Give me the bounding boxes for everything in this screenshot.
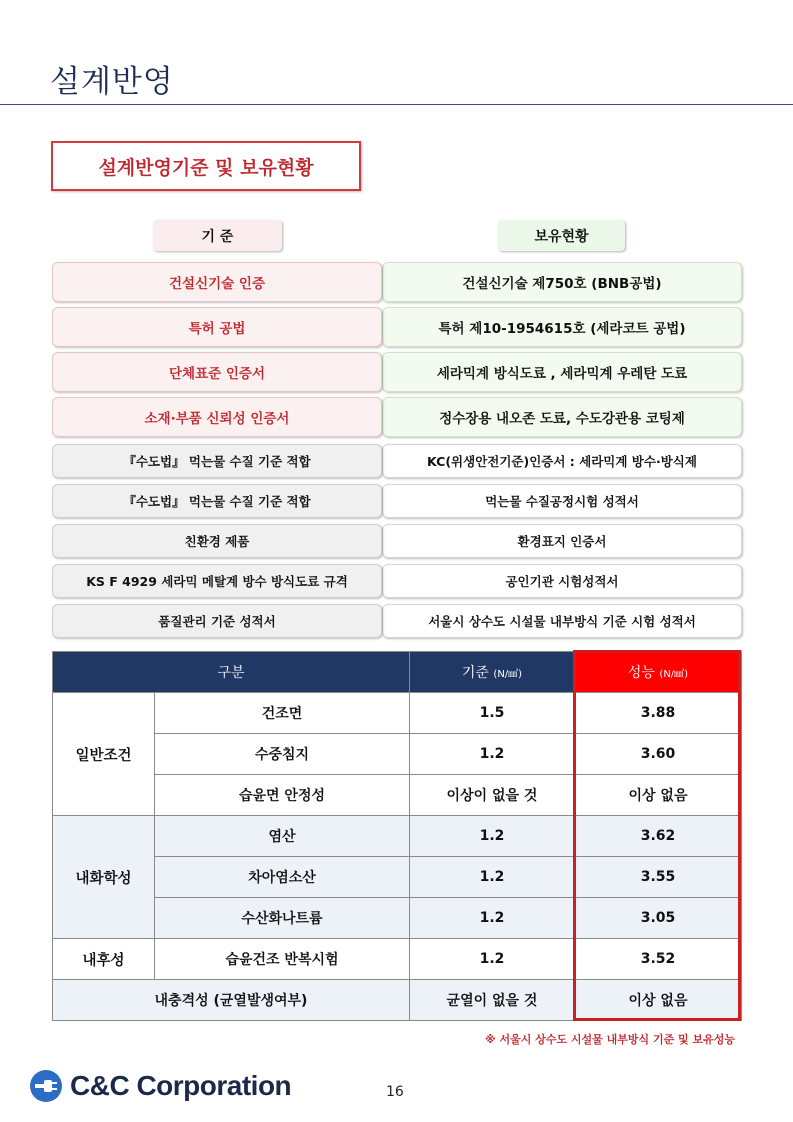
- standard-criterion: KS F 4929 세라믹 메탈계 방수 방식도료 규격: [52, 564, 382, 598]
- test-item: 내충격성 (균열발생여부): [53, 980, 410, 1021]
- table-row: [53, 939, 742, 980]
- standard-row: [52, 604, 742, 638]
- standard-value: 1.2: [410, 816, 575, 857]
- standard-row: [52, 524, 742, 558]
- group-chemical: 내화학성: [53, 816, 155, 939]
- performance-value: 이상 없음: [575, 980, 742, 1021]
- standard-value: 1.2: [410, 898, 575, 939]
- standard-value: 1.5: [410, 693, 575, 734]
- standard-holding: 서울시 상수도 시설물 내부방식 기준 시험 성적서: [382, 604, 742, 638]
- test-item: 수중침지: [155, 734, 410, 775]
- standard-row: [52, 484, 742, 518]
- table-row: [53, 980, 742, 1021]
- standard-row: [52, 352, 742, 392]
- standard-criterion: 특허 공법: [52, 307, 382, 347]
- standard-header-label: 기준: [461, 665, 489, 681]
- category-header: 구분: [53, 652, 410, 693]
- performance-table: [52, 651, 742, 1021]
- standard-holding: 특허 제10-1954615호 (세라코트 공법): [382, 307, 742, 347]
- standard-value: 1.2: [410, 734, 575, 775]
- standard-holding: 환경표지 인증서: [382, 524, 742, 558]
- section-title: 설계반영기준 및 보유현황: [51, 141, 361, 191]
- unit-label: (N/㎟): [493, 669, 523, 680]
- standard-row: [52, 444, 742, 478]
- page-number: 16: [386, 1084, 404, 1100]
- performance-value: 이상 없음: [575, 775, 742, 816]
- test-item: 습윤건조 반복시험: [155, 939, 410, 980]
- standard-row: [52, 262, 742, 302]
- standard-value: 1.2: [410, 857, 575, 898]
- page-title: 설계반영: [50, 64, 174, 100]
- standard-criterion: 소재·부품 신뢰성 인증서: [52, 397, 382, 437]
- standard-criterion: 『수도법』 먹는물 수질 기준 적합: [52, 444, 382, 478]
- table-row: [53, 816, 742, 857]
- standard-row: [52, 564, 742, 598]
- performance-value: 3.62: [575, 816, 742, 857]
- standard-holding: KC(위생안전기준)인증서 : 세라믹계 방수·방식제: [382, 444, 742, 478]
- group-general: 일반조건: [53, 693, 155, 816]
- test-item: 차아염소산: [155, 857, 410, 898]
- performance-value: 3.05: [575, 898, 742, 939]
- standard-value: 균열이 없을 것: [410, 980, 575, 1021]
- standard-criterion: 단체표준 인증서: [52, 352, 382, 392]
- plug-icon: [30, 1070, 62, 1102]
- standard-holding: 건설신기술 제750호 (BNB공법): [382, 262, 742, 302]
- test-item: 습윤면 안정성: [155, 775, 410, 816]
- performance-header: [575, 652, 742, 693]
- test-item: 수산화나트륨: [155, 898, 410, 939]
- standard-holding: 공인기관 시험성적서: [382, 564, 742, 598]
- test-item: 염산: [155, 816, 410, 857]
- test-item: 건조면: [155, 693, 410, 734]
- holding-column-header: 보유현황: [498, 220, 625, 251]
- table-row: [53, 857, 742, 898]
- table-row: [53, 775, 742, 816]
- performance-value: 3.60: [575, 734, 742, 775]
- standard-holding: 세라믹계 방식도료 , 세라믹계 우레탄 도료: [382, 352, 742, 392]
- performance-value: 3.52: [575, 939, 742, 980]
- table-row: [53, 734, 742, 775]
- standard-value: 1.2: [410, 939, 575, 980]
- footnote: ※ 서울시 상수도 시설물 내부방식 기준 및 보유성능: [484, 1033, 735, 1046]
- company-logo: [30, 1070, 291, 1102]
- standard-criterion: 건설신기술 인증: [52, 262, 382, 302]
- standard-header: [410, 652, 575, 693]
- standard-criterion: 품질관리 기준 성적서: [52, 604, 382, 638]
- standard-column-header: 기 준: [153, 220, 282, 251]
- group-durability: 내후성: [53, 939, 155, 980]
- performance-header-label: 성능: [627, 665, 655, 681]
- standard-row: [52, 307, 742, 347]
- title-divider: [0, 104, 793, 105]
- table-row: [53, 693, 742, 734]
- standard-row: [52, 397, 742, 437]
- table-header-row: [53, 652, 742, 693]
- unit-label: (N/㎟): [659, 669, 689, 680]
- standard-value: 이상이 없을 것: [410, 775, 575, 816]
- performance-value: 3.55: [575, 857, 742, 898]
- standard-holding: 정수장용 내오존 도료, 수도강관용 코팅제: [382, 397, 742, 437]
- standard-holding: 먹는물 수질공정시험 성적서: [382, 484, 742, 518]
- performance-value: 3.88: [575, 693, 742, 734]
- standard-criterion: 친환경 제품: [52, 524, 382, 558]
- table-row: [53, 898, 742, 939]
- company-name: C&C Corporation: [70, 1070, 292, 1101]
- standard-criterion: 『수도법』 먹는물 수질 기준 적합: [52, 484, 382, 518]
